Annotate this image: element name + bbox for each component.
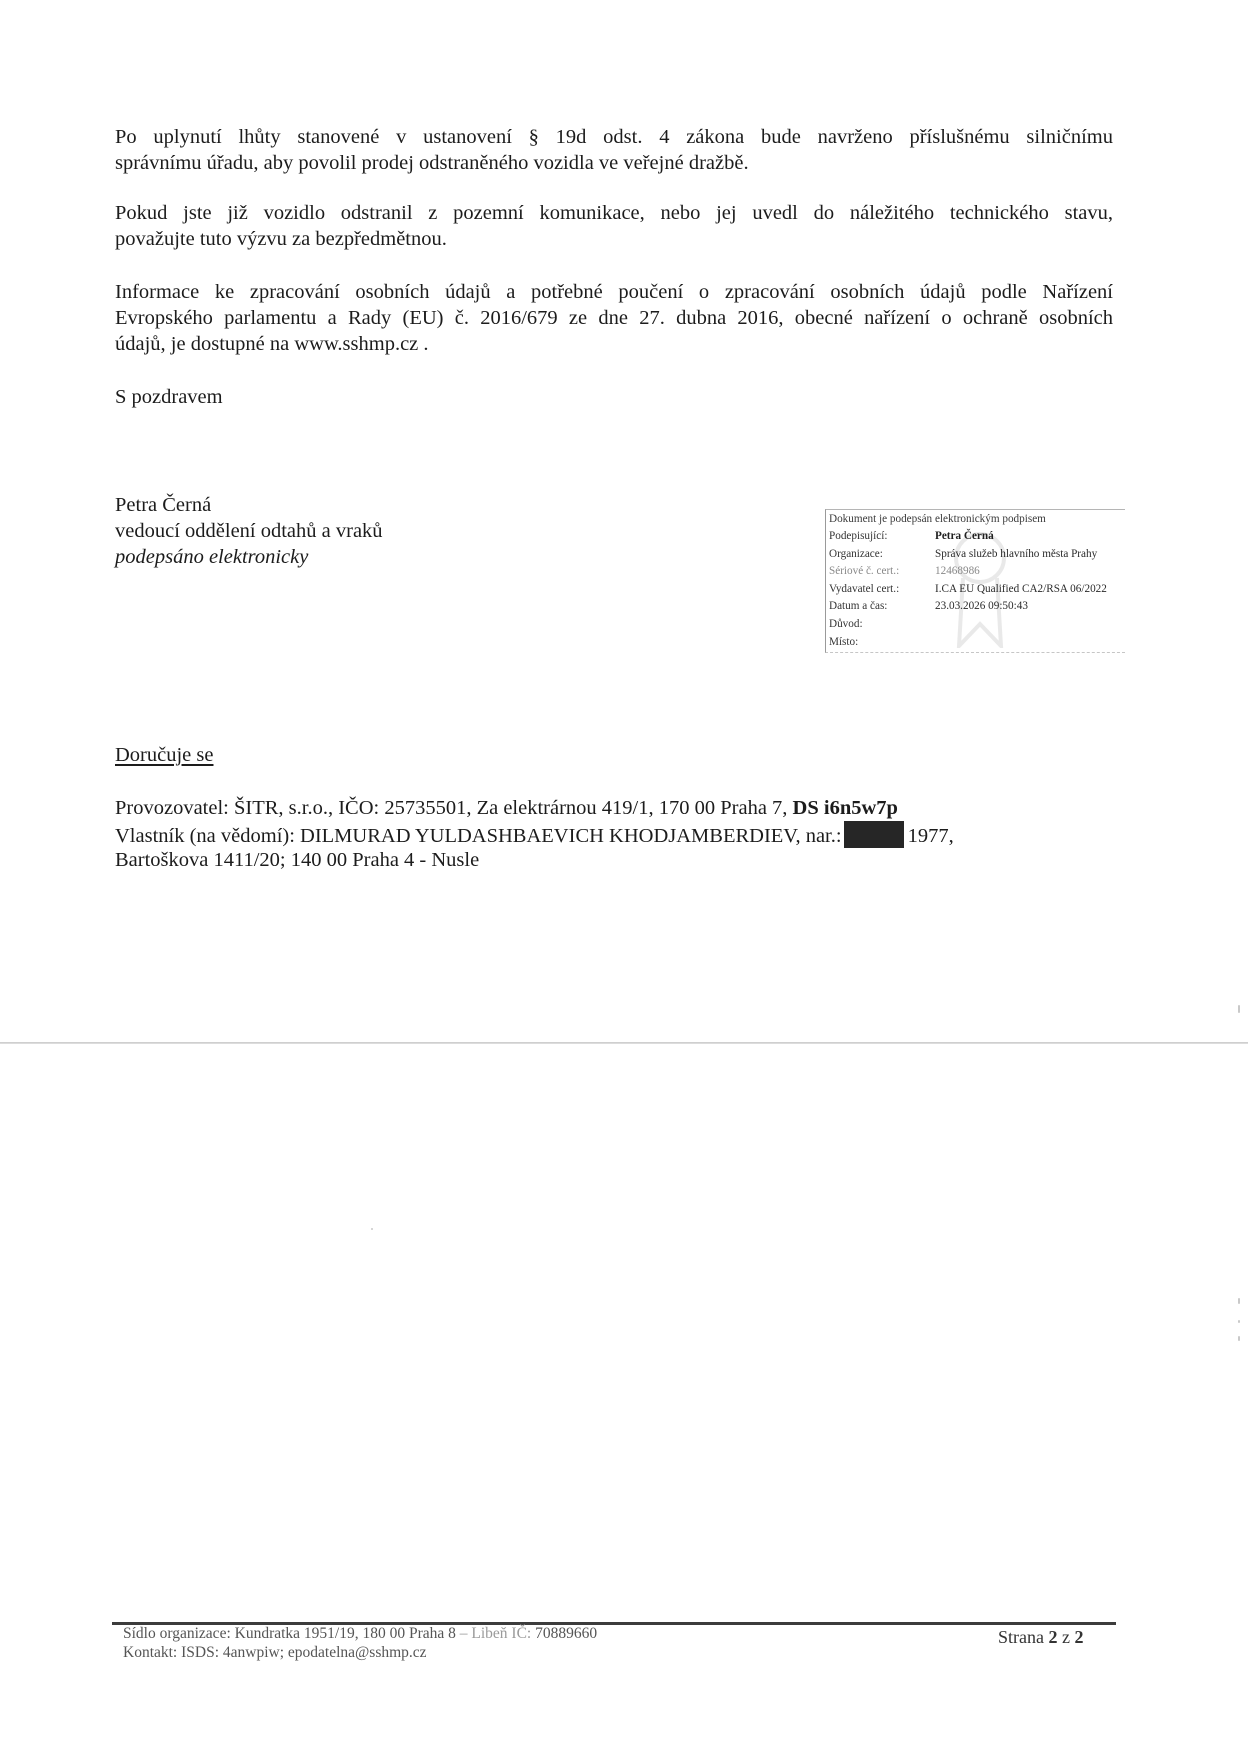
- scan-speck: [1238, 1298, 1240, 1304]
- owner-birth-year: 1977,: [907, 825, 954, 847]
- owner-details: Vlastník (na vědomí): DILMURAD YULDASHBAEVICH KHODJAMBERDIEV, nar.:: [115, 825, 842, 847]
- scan-speck: [371, 1228, 373, 1230]
- text-line: údajů, je dostupné na www.sshmp.cz .: [115, 333, 429, 355]
- delivery-heading: Doručuje se: [115, 744, 214, 766]
- paragraph-vehicle-removed: [115, 200, 1113, 252]
- footer-ico: 70889660: [535, 1625, 598, 1642]
- text-line: správnímu úřadu, aby povolil prodej odstraněného vozidla ve veřejné dražbě.: [115, 152, 749, 174]
- scan-speck: [1238, 1336, 1240, 1341]
- signature-row-issuer: [829, 581, 1125, 599]
- signature-value: Správa služeb hlavního města Prahy: [935, 547, 1098, 560]
- signatory-title: vedoucí oddělení odtahů a vraků: [115, 520, 383, 542]
- operator-details: Provozovatel: ŠITR, s.r.o., IČO: 25735501, Za elektrárnou 419/1, 170 00 Praha 7,: [115, 797, 793, 819]
- signature-value: 12468986: [935, 565, 980, 578]
- signature-row-signer: [829, 528, 1125, 546]
- signature-label: Vydavatel cert.:: [829, 582, 900, 595]
- signature-value: Petra Černá: [935, 530, 994, 542]
- text-line: Evropského parlamentu a Rady (EU) č. 2016/679 ze dne 27. dubna 2016, obecné nařízení o ochraně osobních: [115, 307, 1113, 329]
- signature-label: Organizace:: [829, 547, 883, 560]
- scan-speck: [1238, 1005, 1240, 1013]
- footer-seat-line: [123, 1624, 597, 1643]
- signature-row-reason: [829, 616, 1125, 634]
- footer-contact-line: Kontakt: ISDS: 4anwpiw; epodatelna@sshmp.cz: [123, 1644, 427, 1661]
- page-total: 2: [1074, 1627, 1084, 1647]
- signature-label: Podepisující:: [829, 530, 888, 542]
- scan-divider-line: [0, 1042, 1248, 1044]
- operator-data-box-id: DS i6n5w7p: [792, 797, 898, 819]
- text-line: Po uplynutí lhůty stanovené v ustanovení § 19d odst. 4 zákona bude navrženo příslušnému silničnímu: [115, 126, 1113, 148]
- footer-seat-address: Sídlo organizace: Kundratka 1951/19, 180 00 Praha 8: [123, 1625, 460, 1642]
- page-of: z: [1057, 1627, 1075, 1647]
- signature-value: 23.03.2026 09:50:43: [935, 600, 1028, 613]
- text-line: považujte tuto výzvu za bezpředmětnou.: [115, 228, 447, 250]
- text-line: Pokud jste již vozidlo odstranil z pozemní komunikace, nebo jej uvedl do náležitého technického stavu,: [115, 202, 1113, 224]
- signatory-name: Petra Černá: [115, 494, 212, 516]
- footer-seat-district: – Libeň IČ:: [459, 1625, 536, 1642]
- signature-label: Místo:: [829, 635, 859, 648]
- signature-label: Důvod:: [829, 617, 863, 630]
- paragraph-gdpr-info: [115, 279, 1113, 357]
- signature-row-place: [829, 634, 1125, 652]
- redacted-birthdate-block: [844, 821, 904, 848]
- signature-row-datetime: [829, 598, 1125, 616]
- signature-row-organization: [829, 546, 1125, 564]
- electronic-signature-box: [825, 509, 1125, 653]
- signature-row-serial: [829, 563, 1125, 581]
- scan-speck: [1238, 1320, 1240, 1323]
- delivery-operator-line: [115, 795, 898, 821]
- signature-box-header: Dokument je podepsán elektronickým podpisem: [829, 513, 1046, 525]
- closing-greeting: S pozdravem: [115, 386, 223, 408]
- footer-organization-info: [123, 1624, 597, 1662]
- delivery-owner-address: Bartoškova 1411/20; 140 00 Praha 4 - Nusle: [115, 849, 480, 871]
- paragraph-auction-notice: [115, 124, 1113, 176]
- signature-label: Datum a čas:: [829, 600, 888, 613]
- delivery-owner-line: [115, 821, 954, 849]
- page-label: Strana: [998, 1627, 1049, 1647]
- signature-value: I.CA EU Qualified CA2/RSA 06/2022: [935, 582, 1107, 595]
- signed-electronically-note: podepsáno elektronicky: [115, 546, 309, 568]
- text-line: Informace ke zpracování osobních údajů a potřebné poučení o zpracování osobních údajů podle Nařízení: [115, 281, 1113, 303]
- page-current: 2: [1048, 1627, 1058, 1647]
- page-number: [998, 1627, 1083, 1648]
- signature-label: Sériové č. cert.:: [829, 565, 900, 578]
